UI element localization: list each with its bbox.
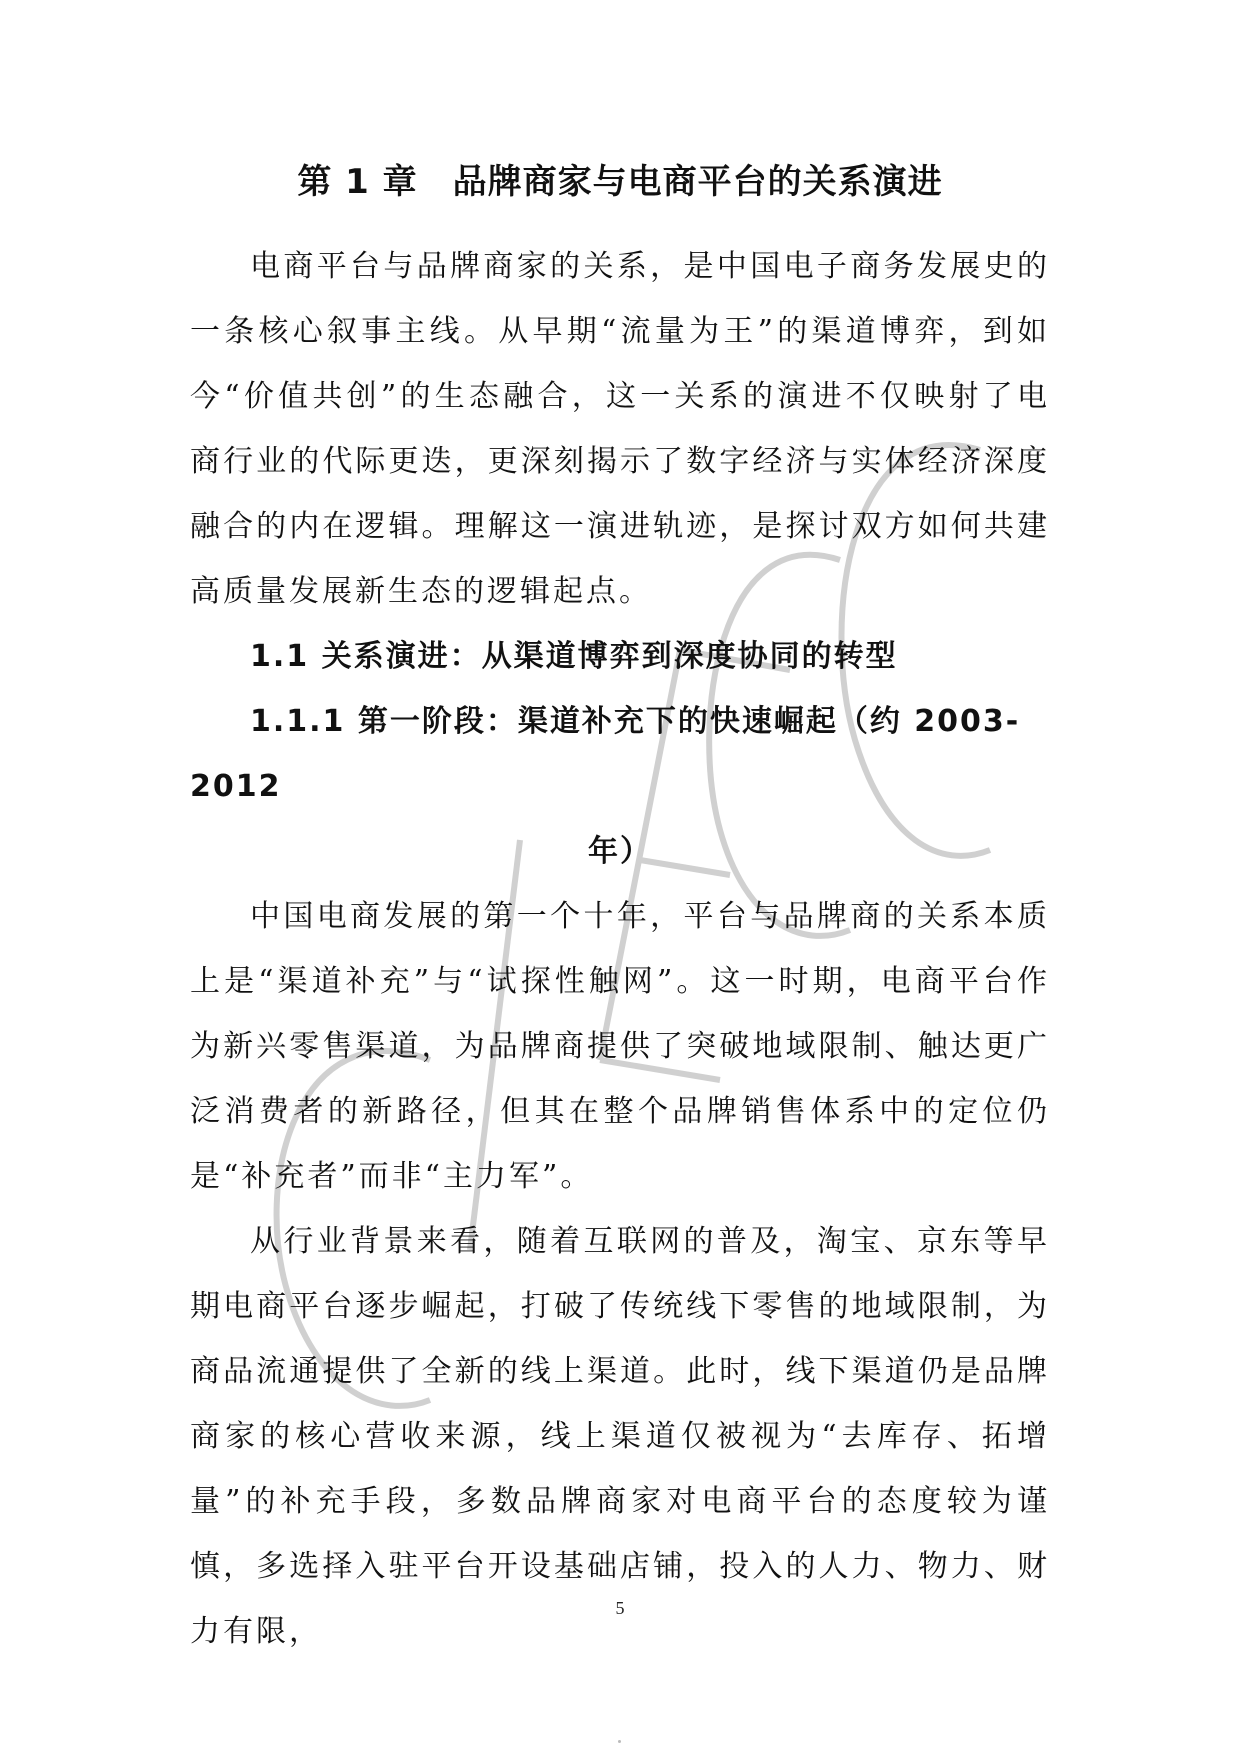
section-heading: 1.1 关系演进：从渠道博弈到深度协同的转型 (250, 639, 898, 674)
chapter-title: 第 1 章 品牌商家与电商平台的关系演进 (297, 162, 943, 202)
intro-paragraph: 电商平台与品牌商家的关系，是中国电子商务发展史的一条核心叙事主线。从早期“流量为王”的渠道博弈，到如今“价值共创”的生态融合，这一关系的演进不仅映射了电商行业的代际更迭，更深刻揭示了数字经济与实体经济深度融合的内在逻辑。理解这一演进轨迹，是探讨双方如何共建高质量发展新生态的逻辑起点。 (190, 249, 1050, 609)
page-number: 5 (615, 1598, 625, 1618)
body-paragraph: 中国电商发展的第一个十年，平台与品牌商的关系本质上是“渠道补充”与“试探性触网”。这一时期，电商平台作为新兴零售渠道，为品牌商提供了突破地域限制、触达更广泛消费者的新路径，但其在整个品牌销售体系中的定位仍是“补充者”而非“主力军”。 (190, 899, 1050, 1194)
body-paragraph: 从行业背景来看，随着互联网的普及，淘宝、京东等早期电商平台逐步崛起，打破了传统线下零售的地域限制，为商品流通提供了全新的线上渠道。此时，线下渠道仍是品牌商家的核心营收来源，线上渠道仅被视为“去库存、拓增量”的补充手段，多数品牌商家对电商平台的态度较为谨慎，多选择入驻平台开设基础店铺，投入的人力、物力、财力有限， (190, 1224, 1050, 1649)
page-content (190, 150, 1050, 1664)
subsection-heading-continued: 年） (588, 834, 652, 869)
scan-dot (618, 1740, 621, 1743)
subsection-heading: 1.1.1 第一阶段：渠道补充下的快速崛起（约 2003-2012 (190, 704, 1021, 804)
